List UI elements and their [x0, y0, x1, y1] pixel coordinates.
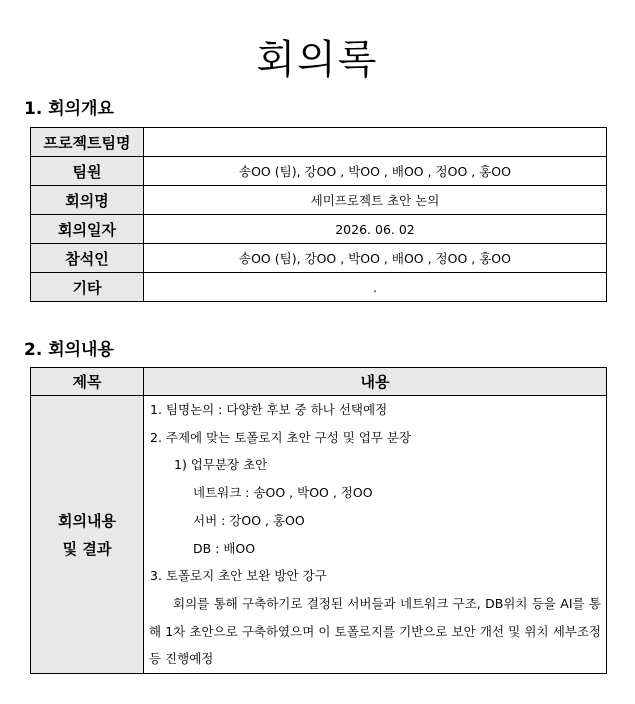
row-label: [31, 396, 144, 674]
content-table: [30, 367, 607, 674]
row-value: 송OO (팀), 강OO , 박OO , 배OO , 정OO , 홍OO: [144, 157, 607, 186]
row-label: 회의명: [31, 186, 144, 215]
list-item: 3. 토폴로지 초안 보완 방안 강구: [150, 568, 327, 584]
list-item: 2. 주제에 맞는 토폴로지 초안 구성 및 업무 분장: [150, 429, 412, 445]
table-row: [31, 215, 607, 244]
row-value: 세미프로젝트 초안 논의: [144, 186, 607, 215]
list-item: 서버 : 강OO , 홍OO: [193, 512, 305, 528]
row-label: 회의일자: [31, 215, 144, 244]
table-row: [31, 273, 607, 302]
row-label: 참석인: [31, 244, 144, 273]
table-row: [31, 157, 607, 186]
section-heading-overview: 1. 회의개요: [24, 99, 114, 119]
list-item: 1. 팀명논의 : 다양한 후보 중 하나 선택예정: [150, 402, 388, 417]
row-label-line: 및 결과: [62, 539, 112, 558]
row-label: 팀원: [31, 157, 144, 186]
overview-table: [30, 127, 607, 302]
row-value: 송OO (팀), 강OO , 박OO , 배OO , 정OO , 홍OO: [144, 244, 607, 273]
column-header-title: 제목: [31, 368, 144, 396]
section-heading-content: 2. 회의내용: [24, 340, 114, 360]
row-label-line: 회의내용: [58, 511, 116, 530]
paragraph-text: 회의를 통해 구축하기로 결정된 서버들과 네트워크 구조, DB위치 등을 AI를 통해 1차 초안으로 구축하였으며 이 토폴로지를 기반으로 보안 개선 및 위치 세부조정 등 진행예정: [149, 595, 601, 667]
table-row: [31, 244, 607, 273]
row-label: 기타: [31, 273, 144, 302]
table-row: [31, 186, 607, 215]
paragraph: [144, 590, 606, 673]
document-title: 회의록: [256, 37, 379, 83]
table-row: [31, 396, 607, 674]
row-value: .: [144, 273, 607, 302]
row-value: 2026. 06. 02: [144, 215, 607, 244]
column-header-content: 내용: [144, 368, 607, 396]
list-item: 1) 업무분장 초안: [174, 457, 268, 473]
table-row: [31, 128, 607, 157]
list-item: DB : 배OO: [193, 540, 256, 556]
table-header-row: [31, 368, 607, 396]
row-label: 프로젝트팀명: [31, 128, 144, 157]
content-body: [144, 396, 607, 674]
list-item: 네트워크 : 송OO , 박OO , 정OO: [193, 485, 373, 501]
row-value: [144, 128, 607, 157]
